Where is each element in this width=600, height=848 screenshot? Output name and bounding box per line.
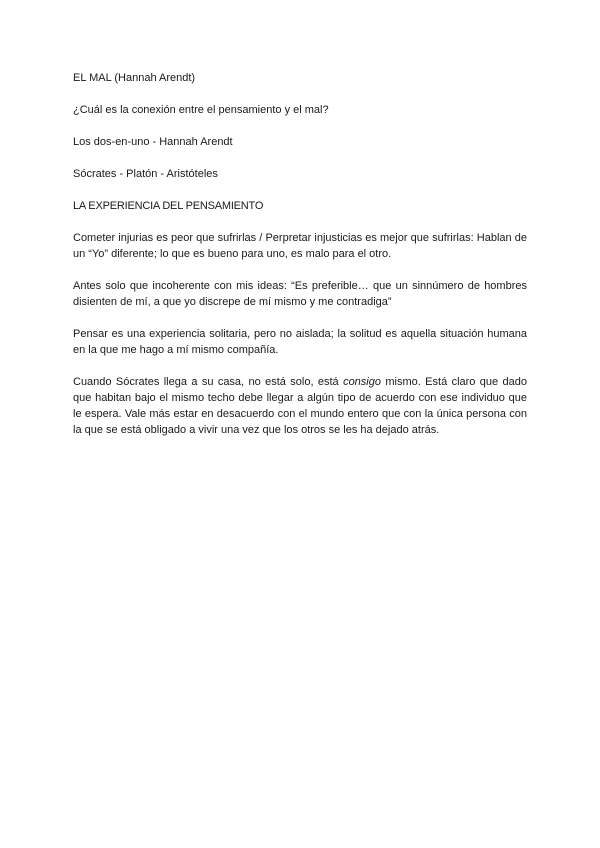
paragraph-injurias: Cometer injurias es peor que sufrirlas / Perpretar injusticias es mejor que sufrirlas: Hablan de un “Yo” diferente; lo que es bueno para uno, es malo para el otro. bbox=[73, 232, 527, 260]
paragraph-socrates-start: Cuando Sócrates llega a su casa, no está solo, está bbox=[73, 376, 344, 388]
paragraph-socrates bbox=[73, 374, 527, 438]
guiding-question: ¿Cuál es la conexión entre el pensamiento y el mal? bbox=[73, 104, 329, 116]
section-heading: LA EXPERIENCIA DEL PENSAMIENTO bbox=[73, 200, 264, 212]
subtitle-dos-en-uno: Los dos-en-uno - Hannah Arendt bbox=[73, 136, 233, 148]
paragraph-incoherente: Antes solo que incoherente con mis ideas: “Es preferible… que un sinnúmero de hombres disienten de mí, a que yo discrepe de mí mismo y me contradiga” bbox=[73, 280, 527, 308]
subtitle-philosophers: Sócrates - Platón - Aristóteles bbox=[73, 168, 218, 180]
paragraph-socrates-italic: consigo bbox=[343, 376, 381, 388]
paragraph-socrates-end: mismo. Está claro que dado que habitan bajo el mismo techo debe llegar a algún tipo de acuerdo con ese individuo que le espera. Vale más estar en desacuerdo con el mundo entero que con la única persona con la que se está obligado a vivir una vez que los otros se les ha dejado atrás. bbox=[73, 376, 528, 436]
paragraph-solitaria: Pensar es una experiencia solitaria, pero no aislada; la solitud es aquella situación humana en la que me hago a mí mismo compañía. bbox=[73, 328, 527, 356]
document-title: EL MAL (Hannah Arendt) bbox=[73, 72, 196, 84]
document-body bbox=[73, 70, 527, 438]
